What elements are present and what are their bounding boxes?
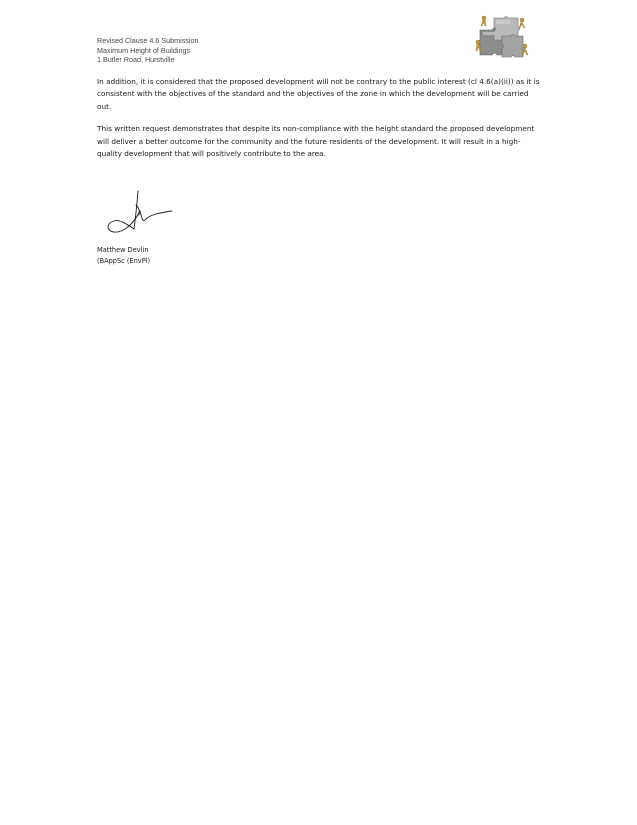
puzzle-logo-icon bbox=[472, 12, 530, 62]
header-address: 1 Butler Road, Hurstville bbox=[97, 55, 175, 65]
signature-icon bbox=[98, 185, 174, 239]
document-header bbox=[97, 36, 397, 65]
letter-body bbox=[97, 76, 542, 170]
header-subject: Maximum Height of Buildings bbox=[97, 45, 191, 55]
conclusion-paragraph: This written request demonstrates that despite its non-compliance with the height standard the proposed development will deliver a better outcome for the community and the future residents of the development. It will result in a high-quality development that will positively contribute to the area. bbox=[97, 124, 535, 159]
signer-name: Matthew Devlin bbox=[97, 246, 149, 254]
signer-block bbox=[97, 245, 150, 267]
public-interest-paragraph: In addition, it is considered that the proposed development will not be contrary to the public interest (cl 4.6(a)(ii)) as it is consistent with the objectives of the standard and the objectives of the zone in which the development will be carried out. bbox=[97, 77, 540, 111]
header-title: Revised Clause 4.6 Submission bbox=[97, 36, 199, 45]
signer-qualification: (BAppSc (EnvPl) bbox=[97, 256, 151, 265]
